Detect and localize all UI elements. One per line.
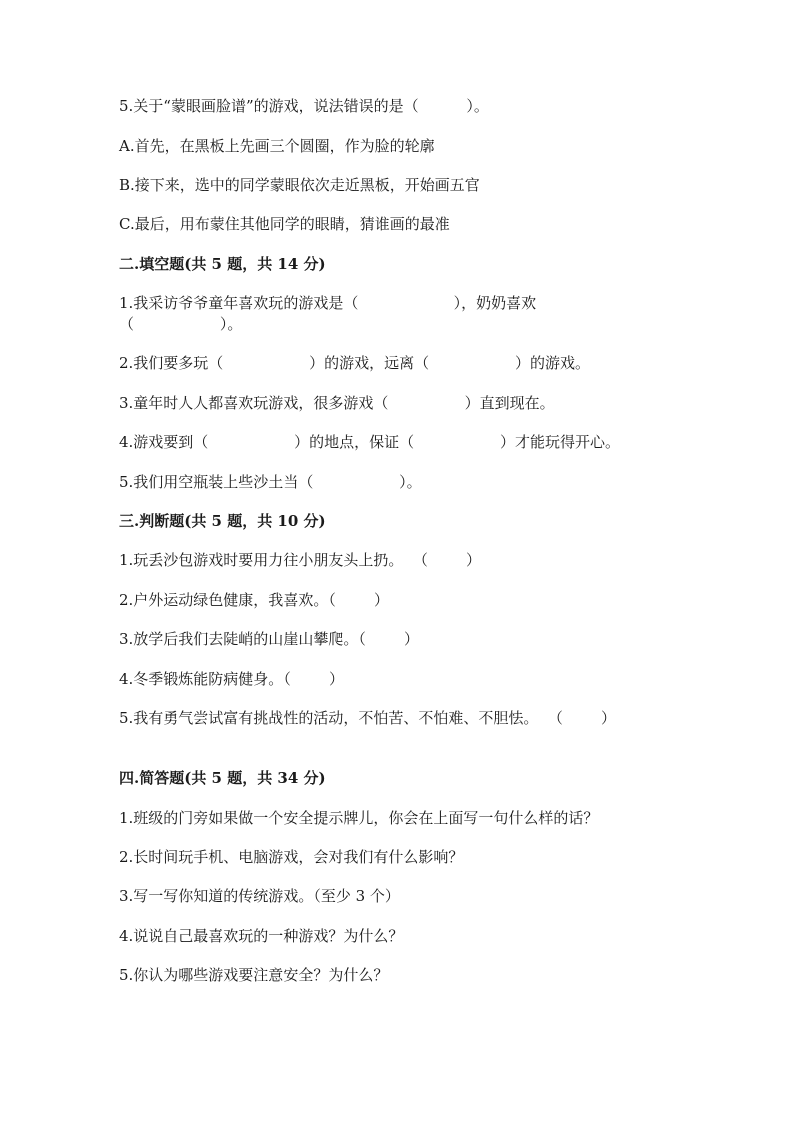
section-2-heading: 二.填空题(共 5 题，共 14 分)	[119, 255, 326, 273]
option-c: C.最后，用布蒙住其他同学的眼睛，猜谁画的最准	[119, 215, 450, 233]
question-3-1: 1.玩丢沙包游戏时要用力往小朋友头上扔。 （ ）	[119, 551, 481, 569]
question-3-3: 3.放学后我们去陡峭的山崖山攀爬。（ ）	[119, 630, 419, 648]
question-1-5: 5.关于“蒙眼画脸谱”的游戏，说法错误的是（ ）。	[119, 97, 489, 115]
question-2-1b: （ ）。	[119, 315, 243, 333]
question-4-3: 3.写一写你知道的传统游戏。（至少 3 个）	[119, 887, 400, 905]
question-2-1a: 1.我采访爷爷童年喜欢玩的游戏是（ ），奶奶喜欢	[119, 294, 537, 312]
option-b: B.接下来，选中的同学蒙眼依次走近黑板，开始画五官	[119, 176, 480, 194]
question-3-5: 5.我有勇气尝试富有挑战性的活动，不怕苦、不怕难、不胆怯。 （ ）	[119, 709, 616, 727]
question-4-4: 4.说说自己最喜欢玩的一种游戏？为什么？	[119, 927, 404, 945]
question-2-2: 2.我们要多玩（ ）的游戏，远离（ ）的游戏。	[119, 354, 590, 372]
question-2-5: 5.我们用空瓶装上些沙土当（ ）。	[119, 473, 422, 491]
section-3-heading: 三.判断题(共 5 题，共 10 分)	[119, 512, 326, 530]
section-4-heading: 四.简答题(共 5 题，共 34 分)	[119, 769, 326, 787]
question-4-5: 5.你认为哪些游戏要注意安全？为什么？	[119, 966, 389, 984]
question-2-3: 3.童年时人人都喜欢玩游戏，很多游戏（ ）直到现在。	[119, 394, 555, 412]
option-a: A.首先，在黑板上先画三个圆圈，作为脸的轮廓	[119, 137, 435, 155]
question-4-2: 2.长时间玩手机、电脑游戏，会对我们有什么影响？	[119, 848, 464, 866]
question-3-2: 2.户外运动绿色健康，我喜欢。（ ）	[119, 591, 389, 609]
question-2-4: 4.游戏要到（ ）的地点，保证（ ）才能玩得开心。	[119, 433, 620, 451]
question-4-1: 1.班级的门旁如果做一个安全提示牌儿，你会在上面写一句什么样的话？	[119, 809, 599, 827]
question-3-4: 4.冬季锻炼能防病健身。（ ）	[119, 670, 344, 688]
